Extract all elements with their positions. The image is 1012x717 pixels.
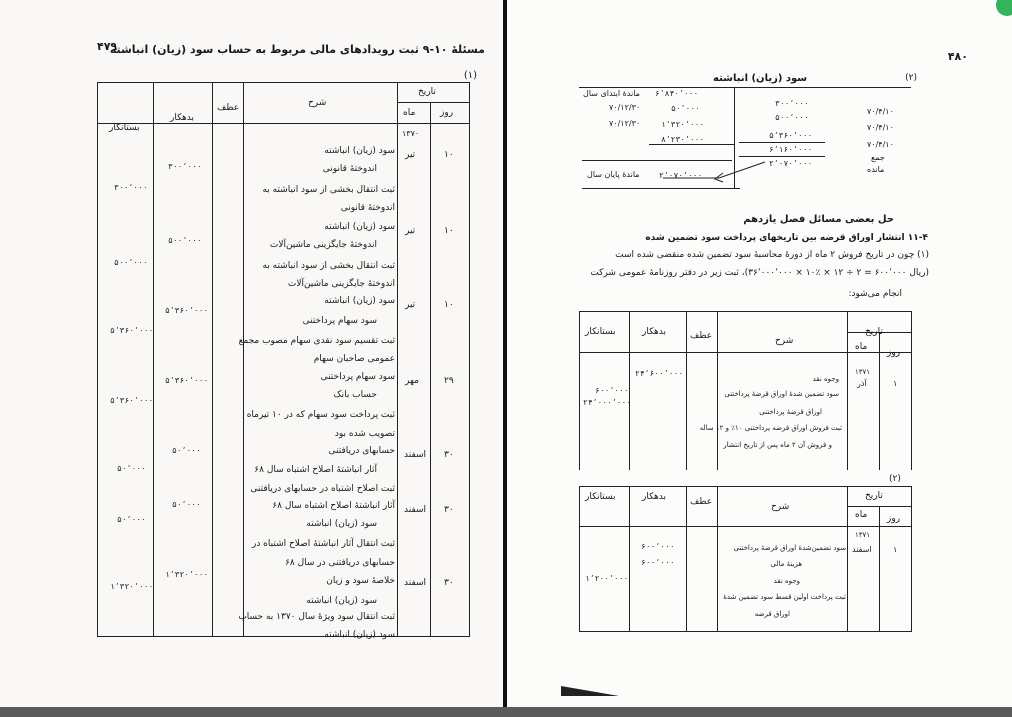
entry-debit: ۵۰٬۰۰۰ xyxy=(172,500,201,509)
entry-day: ۳۰ xyxy=(444,505,454,515)
entry-day: ۱۰ xyxy=(444,226,454,236)
entry-line: عمومی صاحبان سهام xyxy=(313,354,395,364)
entry-line: سود (زیان) انباشته xyxy=(324,296,395,306)
entry-line: حساب بانک xyxy=(333,390,377,400)
t-debit-date: ۷۰/۴/۱۰ xyxy=(867,123,894,132)
entry-line: سود سهام پرداختنی xyxy=(302,316,377,326)
j1-line: سود تضمین شدهٔ اوراق قرضهٔ پرداختنی xyxy=(724,390,839,398)
entry-month: مهر xyxy=(405,376,419,386)
entry-line: اندوختهٔ قانونی xyxy=(322,164,377,174)
j2-line: هزینهٔ مالی xyxy=(770,560,802,568)
page-shadow-corner xyxy=(561,684,621,698)
entry-line: سود سهام پرداختنی xyxy=(320,372,395,382)
j2-header-credit: بستانکار xyxy=(585,492,616,502)
j1-debit: ۲۴٬۶۰۰٬۰۰۰ xyxy=(635,369,684,378)
left-header-month: ماه xyxy=(403,108,416,118)
entry-day: ۲۹ xyxy=(444,376,454,386)
t-debit-amount: ۲٬۰۷۰٬۰۰۰ xyxy=(769,159,813,168)
j2-line: وجوه نقد xyxy=(773,577,800,585)
entry-debit: ۵٬۳۶۰٬۰۰۰ xyxy=(165,306,209,315)
j1-line: وجوه نقد xyxy=(812,375,839,383)
j1-line: و فروش آن ۲ ماه پس از تاریخ انتشار xyxy=(723,441,832,449)
t-credit-amount: ۱٬۳۲۰٬۰۰۰ xyxy=(661,120,705,129)
j1-month: آذر xyxy=(857,379,867,388)
part2-label: (۲) xyxy=(889,474,901,484)
entry-line: حسابهای دریافتنی xyxy=(328,446,395,456)
entry-debit: ۱٬۳۲۰٬۰۰۰ xyxy=(165,570,209,579)
j1-header-credit: بستانکار xyxy=(585,327,616,337)
j2-line: اوراق قرضه xyxy=(754,610,790,618)
corner-marker-icon xyxy=(996,0,1012,16)
entry-line: ثبت انتقال آثار انباشتهٔ اصلاح اشتباه در xyxy=(251,539,395,549)
arrow-icon xyxy=(657,158,767,184)
section-title: حل بعضی مسائل فصل یازدهم xyxy=(743,214,894,225)
entry-line: ثبت انتقال سود ویژهٔ سال ۱۳۷۰ به حساب xyxy=(238,612,395,622)
left-header-description: شرح xyxy=(308,98,327,108)
t-account-title: سود (زیان) انباشته xyxy=(713,73,808,84)
entry-month: تیر xyxy=(405,150,416,160)
left-header-date: تاریخ xyxy=(418,87,436,97)
j1-credit: ۲۴٬۰۰۰٬۰۰۰ xyxy=(583,398,632,407)
j2-line: ثبت پرداخت اولین قسط سود تضمین شدهٔ xyxy=(723,593,846,601)
entry-line: ثبت پرداخت سود سهام که در ۱۰ تیرماه xyxy=(246,410,395,420)
j2-header-ref: عطف xyxy=(690,497,713,507)
t-debit-amount: ۵٬۳۶۰٬۰۰۰ xyxy=(769,131,813,140)
entry-credit: ۵۰٬۰۰۰ xyxy=(117,515,146,524)
j2-line: سود تضمین‌شدهٔ اوراق قرضهٔ پرداختنی xyxy=(733,544,846,552)
j1-header-day: روز xyxy=(887,348,901,358)
entry-credit: ۳۰۰٬۰۰۰ xyxy=(114,183,148,192)
j1-header-debit: بدهکار xyxy=(642,327,667,337)
entry-month: تیر xyxy=(405,300,416,310)
t-ending-amount: ۲٬۰۷۰٬۰۰۰ xyxy=(659,171,703,180)
entry-line: اندوختهٔ قانونی xyxy=(340,203,395,213)
problem-line-2: (ریال ۶۰۰٬۰۰۰ = ۲ ÷ ۱۲ × ٪۱۰ × ۳۶٬۰۰۰٬۰۰۰)، ثبت زیر در دفتر روزنامهٔ عمومی شرکت xyxy=(590,268,929,278)
left-header-ref: عطف xyxy=(217,103,240,113)
j2-month: اسفند xyxy=(852,545,872,554)
entry-line: سود (زیان) انباشته xyxy=(324,146,395,156)
j1-header-month: ماه xyxy=(855,342,868,352)
entry-month: اسفند xyxy=(404,450,427,460)
t-credit-label: ۷۰/۱۲/۳۰ xyxy=(609,103,641,112)
entry-line: سود (زیان) انباشته xyxy=(306,596,377,606)
entry-line: ثبت انتقال بخشی از سود انباشته به xyxy=(262,261,395,271)
t-credit-label: ماندهٔ ابتدای سال xyxy=(583,89,640,98)
entry-line: سود (زیان) انباشته xyxy=(324,630,395,640)
entry-day: ۳۰ xyxy=(444,450,454,460)
entry-line: تصویب شده بود xyxy=(334,429,395,439)
right-page-number: ۴۸۰ xyxy=(947,50,968,63)
entry-line: آثار انباشتهٔ اصلاح اشتباه سال ۶۸ xyxy=(272,501,395,511)
entry-credit: ۱٬۳۲۰٬۰۰۰ xyxy=(110,582,154,591)
j2-header-date: تاریخ xyxy=(865,491,883,501)
t-debit-date: ۷۰/۴/۱۰ xyxy=(867,140,894,149)
left-page-number: ۴۷۹ xyxy=(97,40,118,53)
j2-credit: ۱٬۲۰۰٬۰۰۰ xyxy=(585,574,629,583)
j2-header-debit: بدهکار xyxy=(642,492,667,502)
entry-debit: ۵۰٬۰۰۰ xyxy=(172,446,201,455)
entry-line: اندوختهٔ جایگزینی ماشین‌آلات xyxy=(287,279,395,289)
entry-line: خلاصهٔ سود و زیان xyxy=(326,576,395,586)
t-debit-amount: ۵۰۰٬۰۰۰ xyxy=(775,113,809,122)
j1-line: اوراق قرضهٔ پرداختنی xyxy=(759,408,822,416)
left-year: ۱۳۷۰ xyxy=(402,129,420,138)
j1-credit: ۶۰۰٬۰۰۰ xyxy=(595,386,629,395)
entry-credit: ۵۰٬۰۰۰ xyxy=(117,464,146,473)
problem-line-1: (۱) چون در تاریخ فروش ۲ ماه از دورهٔ محاسبهٔ سود تضمین شده منقضی شده است xyxy=(615,250,929,260)
j1-day: ۱ xyxy=(893,379,898,388)
entry-line: آثار انباشتهٔ اصلاح اشتباه سال ۶۸ xyxy=(254,465,377,475)
t-ending-label: ماندهٔ پایان سال xyxy=(587,170,640,179)
t-debit-date: جمع xyxy=(871,153,885,162)
left-header-day: روز xyxy=(440,108,454,118)
entry-line: سود (زیان) انباشته xyxy=(306,519,377,529)
entry-line: اندوختهٔ جایگزینی ماشین‌آلات xyxy=(269,240,377,250)
left-header-debit: بدهکار xyxy=(170,113,195,123)
t-debit-amount: ۳۰۰٬۰۰۰ xyxy=(775,99,809,108)
j2-header-month: ماه xyxy=(855,510,868,520)
j2-debit: ۶۰۰٬۰۰۰ xyxy=(641,542,675,551)
entry-line: ثبت انتقال بخشی از سود انباشته به xyxy=(262,185,395,195)
entry-day: ۳۰ xyxy=(444,578,454,588)
j1-year: ۱۳۷۱ xyxy=(855,368,871,376)
entry-debit: ۵۰۰٬۰۰۰ xyxy=(168,236,202,245)
entry-line: حسابهای دریافتنی در سال ۶۸ xyxy=(285,558,395,568)
t-credit-label: ۷۰/۱۲/۳۰ xyxy=(609,119,641,128)
t-debit-date: ۷۰/۴/۱۰ xyxy=(867,107,894,116)
j1-header-ref: عطف xyxy=(690,331,713,341)
j1-line: ثبت فروش اوراق قرضه پرداختنی ۱۰٪ و ۱۲ ساله xyxy=(699,424,842,432)
entry-credit: ۵٬۳۶۰٬۰۰۰ xyxy=(110,396,154,405)
entry-debit: ۵٬۳۶۰٬۰۰۰ xyxy=(165,376,209,385)
t-account-part-label: (۲) xyxy=(905,73,917,83)
entry-day: ۱۰ xyxy=(444,300,454,310)
entry-credit: ۵۰۰٬۰۰۰ xyxy=(114,258,148,267)
bottom-shadow xyxy=(0,707,1012,717)
entry-line: سود (زیان) انباشته xyxy=(324,222,395,232)
t-debit-date: مانده xyxy=(867,165,885,174)
entry-debit: ۳۰۰٬۰۰۰ xyxy=(168,162,202,171)
entry-month: اسفند xyxy=(404,505,427,515)
j2-header-day: روز xyxy=(887,514,901,524)
j1-header-description: شرح xyxy=(775,336,794,346)
left-header-credit: بستانکار xyxy=(109,123,140,133)
t-credit-amount: ۵۰٬۰۰۰ xyxy=(671,104,700,113)
j1-header-date: تاریخ xyxy=(865,327,883,337)
left-problem-title: مسئلهٔ ۱۰-۹ ثبت رویدادهای مالی مربوط به حساب سود (زیان) انباشته xyxy=(109,43,485,56)
problem-title: ۱۱-۴ انتشار اوراق قرضه بین تاریخهای پرداخت سود تضمین شده xyxy=(645,233,928,243)
entry-line: ثبت تقسیم سود نقدی سهام مصوب مجمع xyxy=(238,336,395,346)
j2-day: ۱ xyxy=(893,545,898,554)
entry-credit: ۵٬۳۶۰٬۰۰۰ xyxy=(110,326,154,335)
t-debit-amount: ۶٬۱۶۰٬۰۰۰ xyxy=(769,145,813,154)
right-page xyxy=(507,0,1012,717)
entry-month: اسفند xyxy=(404,578,427,588)
left-part-label: (۱) xyxy=(463,70,477,81)
left-page xyxy=(0,0,503,717)
j2-header-description: شرح xyxy=(771,502,790,512)
problem-line-3: انجام می‌شود: xyxy=(848,289,902,299)
j2-year: ۱۳۷۱ xyxy=(855,531,871,539)
entry-line: ثبت اصلاح اشتباه در حسابهای دریافتنی xyxy=(250,484,395,494)
entry-month: تیر xyxy=(405,226,416,236)
entry-day: ۱۰ xyxy=(444,150,454,160)
t-credit-amount: ۶٬۸۴۰٬۰۰۰ xyxy=(655,89,699,98)
t-credit-amount: ۸٬۲۳۰٬۰۰۰ xyxy=(661,135,705,144)
j2-debit: ۶۰۰٬۰۰۰ xyxy=(641,558,675,567)
